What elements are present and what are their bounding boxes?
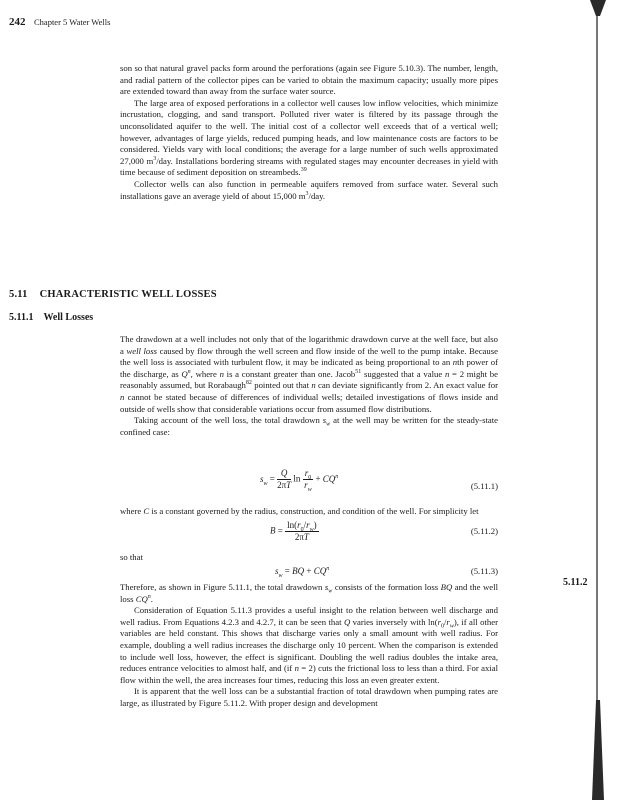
- edge-line: [596, 0, 598, 800]
- body-bottom: [120, 582, 498, 710]
- paragraph: so that: [120, 552, 143, 562]
- body-mid: [120, 334, 498, 438]
- equation-5-11-1: $s_w$ = $\frac{Q}{2\pi T}$ ln $\frac{r_0}{r_w}$ + $CQ^n$ (5.11.1): [260, 468, 498, 493]
- subsection-heading: [9, 312, 93, 323]
- subsection-title: Well Losses: [43, 312, 94, 323]
- subsection-number: 5.11.1: [9, 312, 34, 323]
- section-heading: [9, 289, 217, 300]
- paragraph: son so that natural gravel packs form around the perforations (again see Figure 5.10.3). The number, length, and radial pattern of the collector pipes can be varied to obtain the maximum capacity; usually more pipes are extended toward than away from the surface water source.: [120, 63, 498, 97]
- equation-number: (5.11.2): [470, 526, 498, 536]
- body-so-that: [120, 552, 498, 564]
- paragraph: It is apparent that the well loss can be a substantial fraction of total drawdown when pumping rates are large, as illustrated by Figure 5.11.2. With proper design and development: [120, 686, 498, 708]
- paragraph: where C is a constant governed by the radius, construction, and condition of the well. For simplicity let: [120, 506, 479, 516]
- paragraph: Consideration of Equation 5.11.3 provides a useful insight to the relation between well discharge and well radius. From Equations 4.2.3 and 4.2.7, it can be seen that Q varies inversely with $\ln(r_0/r_w)$, if all other variables are held constant. This shows that discharge varies only a small amount with well radius. For example, doubling a well radius increases the discharge only 10 percent. When the comparison is extended to include well loss, however, the effect is significant. Doubling the well radius doubles the intake area, reduces entrance velocities to almost half, and (if n = 2) cuts the frictional loss to less than a third. For axial flow within the well, the area increases four times, reducing this loss an even greater extent.: [120, 605, 498, 685]
- equation-5-11-2: B = $\frac{\ln(r_0/r_w)}{2\pi T}$ (5.11.2): [270, 520, 498, 542]
- equation-5-11-3: $s_w$ = BQ + $CQ^n$ (5.11.3): [275, 566, 498, 579]
- edge-top-mark: [590, 0, 606, 16]
- paragraph: Collector wells can also function in permeable aquifers removed from surface water. Several such installations gave an average yield of about 15,000 $m^3$/day.: [120, 178, 498, 201]
- margin-section-number: 5.11.2: [563, 577, 588, 588]
- chapter-title: Chapter 5 Water Wells: [34, 17, 111, 27]
- body-after-eq1: [120, 506, 498, 518]
- paragraph: The drawdown at a well includes not only that of the logarithmic drawdown curve at the well face, but also a well loss caused by flow through the well screen and flow inside of the well to the pump intake. Because the well loss is associated with turbulent flow, it may be indicated as being proportional to an nth power of the discharge, as $Q^n$, where n is a constant greater than one. Jacob$^{51}$ suggested that a value n = 2 might be reasonably assumed, but Rorabaugh$^{82}$ pointed out that n can deviate significantly from 2. An exact value for n cannot be stated because of differences of individual wells; detailed investigations of flows inside and outside of wells show that considerable variations occur from assumed flow distributions.: [120, 334, 499, 414]
- equation-number: (5.11.1): [470, 481, 498, 491]
- page-number: 242: [9, 16, 26, 28]
- paragraph: Taking account of the well loss, the total drawdown $s_w$ at the well may be written for the steady-state confined case:: [120, 415, 498, 437]
- body-top: [120, 63, 498, 202]
- edge-bottom-mark: [592, 700, 604, 800]
- paragraph: Therefore, as shown in Figure 5.11.1, the total drawdown $s_w$ consists of the formation loss BQ and the well loss $CQ^n$.: [120, 582, 498, 604]
- section-title: CHARACTERISTIC WELL LOSSES: [39, 289, 217, 300]
- paragraph: The large area of exposed perforations in a collector well causes low inflow velocities, which minimize incrustation, clogging, and sand transport. Polluted river water is filtered by its passage through the unconsolidated aquifer to the well. The initial cost of a collector well exceeds that of a vertical well; however, advantages of large yields, reduced pumping heads, and low maintenance costs are factors to be considered. Yields vary with local conditions; the average for a large number of such wells approximated 27,000 $m^3$/day. Installations bordering streams with regulated stages may encounter decreases in yield with time because of sediment deposition on streambeds.$^{39}$: [120, 97, 498, 178]
- running-header: [9, 16, 110, 28]
- page-edge-marks: [560, 0, 618, 800]
- equation-number: (5.11.3): [470, 566, 498, 576]
- section-number: 5.11: [9, 289, 28, 300]
